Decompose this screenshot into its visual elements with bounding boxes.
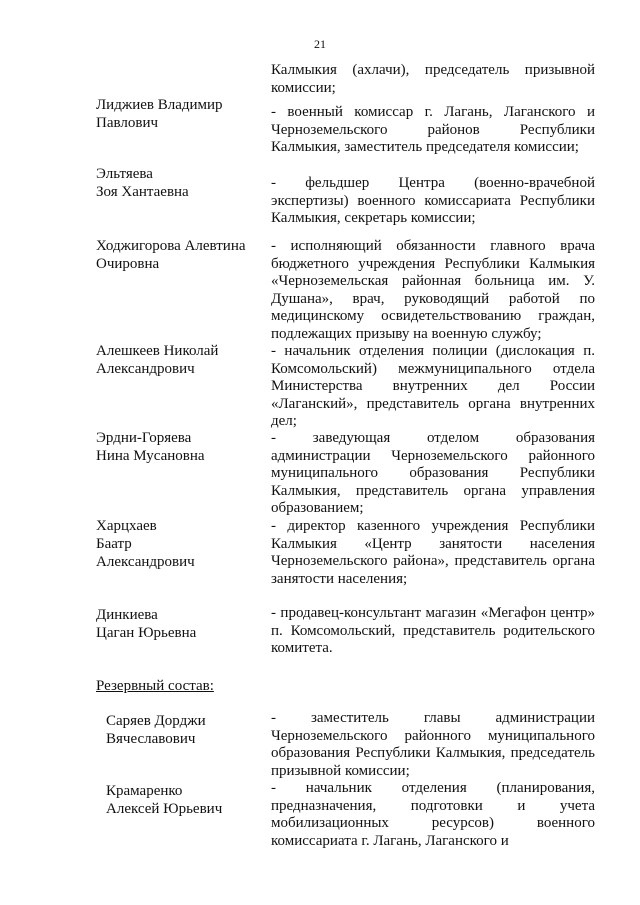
- member-name-line: Очировна: [96, 256, 160, 272]
- page-number: 21: [314, 37, 326, 51]
- member-name-line: Александрович: [96, 554, 195, 570]
- member-description: - начальник отделения полиции (дислокация п. Комсомольский) межмуниципального отдела Министерства внутренних дел России «Лаганский», представитель органа внутренних дел;: [271, 343, 595, 429]
- member-description: - заведующая отделом образования администрации Черноземельского районного муниципального образования Республики Калмыкия, представитель органа управления образованием;: [271, 430, 595, 516]
- member-name-line: Динкиева: [96, 607, 158, 623]
- member-description: - фельдшер Центра (военно-врачебной экспертизы) военного комиссариата Республики Калмыкия, секретарь комиссии;: [271, 175, 595, 226]
- member-description: - продавец-консультант магазин «Мегафон центр» п. Комсомольский, представитель родительского комитета.: [271, 605, 595, 656]
- member-name-line: Зоя Хантаевна: [96, 184, 189, 200]
- member-name-line: Харцхаев: [96, 518, 157, 534]
- member-name-line: Лиджиев Владимир: [96, 97, 223, 113]
- member-name-line: Эльтяева: [96, 166, 153, 182]
- member-name-line: Алешкеев Николай: [96, 343, 219, 359]
- member-name-line: Ходжигорова Алевтина: [96, 238, 246, 254]
- member-description: - директор казенного учреждения Республики Калмыкия «Центр занятости населения Черноземельского района», представитель органа занятости населения;: [271, 518, 595, 587]
- reserve-name-line: Крамаренко: [106, 783, 183, 799]
- member-name-line: Нина Мусановна: [96, 448, 205, 464]
- reserve-name-line: Вячеславович: [106, 731, 196, 747]
- member-name-line: Эрдни-Горяева: [96, 430, 192, 446]
- member-name-line: Александрович: [96, 361, 195, 377]
- continuation-text: Калмыкия (ахлачи), председатель призывной комиссии;: [271, 62, 595, 96]
- member-description: - исполняющий обязанности главного врача бюджетного учреждения Республики Калмыкия «Черноземельская районная больница им. У. Душана», врач, руководящий работой по медицинскому освидетельствованию граждан, подлежащих призыву на военную службу;: [271, 238, 595, 342]
- member-name-line: Цаган Юрьевна: [96, 625, 197, 641]
- reserve-heading: Резервный состав:: [96, 678, 214, 694]
- reserve-description: - начальник отделения (планирования, предназначения, подготовки и учета мобилизационных ресурсов) военного комиссариата г. Лагань, Лаганского и: [271, 780, 595, 849]
- reserve-description: - заместитель главы администрации Черноземельского районного муниципального образования Республики Калмыкия, председатель призывной комиссии;: [271, 710, 595, 779]
- reserve-name-line: Саряев Дорджи: [106, 713, 206, 729]
- member-description: - военный комиссар г. Лагань, Лаганского и Черноземельского районов Республики Калмыкия, заместитель председателя комиссии;: [271, 104, 595, 155]
- member-name-line: Павлович: [96, 115, 159, 131]
- reserve-name-line: Алексей Юрьевич: [106, 801, 223, 817]
- member-name-line: Баатр: [96, 536, 132, 552]
